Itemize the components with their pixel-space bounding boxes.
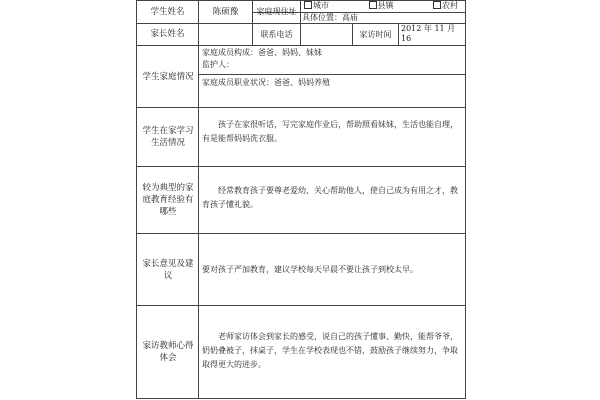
row-line: [136, 398, 466, 399]
study-habits-text: 孩子在家很听话，写完家庭作业后，帮助照看妹妹，生活也能自理，有是能帮妈妈洗衣服。: [202, 120, 458, 143]
home-address-label: 家庭现住址: [256, 7, 297, 16]
parent-advice-text: 要对孩子严加教育，建议学校每天早晨不要让孩子到校太早。: [202, 265, 418, 274]
study-habits-label: 学生在家学习生活情况: [142, 126, 194, 148]
col-line: [465, 0, 466, 399]
family-members: 家庭成员构成：爸爸、妈妈、妹妹: [202, 48, 322, 57]
student-name-label: 学生姓名: [150, 6, 185, 17]
checkbox-icon[interactable]: [369, 1, 377, 9]
parent-advice-label: 家长意见及建议: [142, 258, 194, 281]
family-occupation: 家庭成员职业状况：爸爸、妈妈养殖: [202, 78, 330, 87]
family-section-label: 学生家庭情况: [142, 71, 194, 82]
area-option-city[interactable]: 城市: [304, 0, 329, 12]
visit-time-label: 家访时间: [359, 30, 392, 39]
checkbox-icon[interactable]: [304, 1, 312, 9]
education-exp-label: 较为典型的家庭教育经验有哪些: [142, 183, 194, 217]
col-line: [300, 0, 301, 46]
teacher-reflection-text: 老师家访体会到家长的感受，说自己的孩子懂事、勤快，能帮爷爷，奶奶叠被子，抹桌子，学生在学校表现也不错，鼓励孩子继续努力，争取取得更大的进步。: [202, 332, 458, 369]
parent-name-label: 家长姓名: [150, 29, 185, 39]
area-options: [304, 0, 464, 12]
family-row-divider: [198, 74, 466, 75]
phone-label: 联系电话: [260, 30, 293, 39]
guardian-label: 监护人：: [202, 60, 234, 69]
col-line: [398, 23, 399, 46]
visit-time-value: 2012 年 11 月 16: [401, 24, 456, 43]
student-name-value: 陈硕豫: [212, 6, 239, 17]
col-line: [198, 0, 199, 399]
area-option-town[interactable]: 县镇: [369, 0, 394, 12]
teacher-reflection-label: 家访教师心得体会: [142, 341, 194, 363]
education-exp-text: 经常教育孩子要尊老爱幼，关心帮助他人，使自己成为有用之才，教育孩子懂礼貌。: [202, 186, 458, 209]
area-option-village[interactable]: 农村: [433, 0, 458, 12]
checkbox-icon[interactable]: [433, 1, 441, 9]
address-detail: 具体位置：高庙: [302, 13, 358, 22]
col-line: [136, 0, 137, 399]
